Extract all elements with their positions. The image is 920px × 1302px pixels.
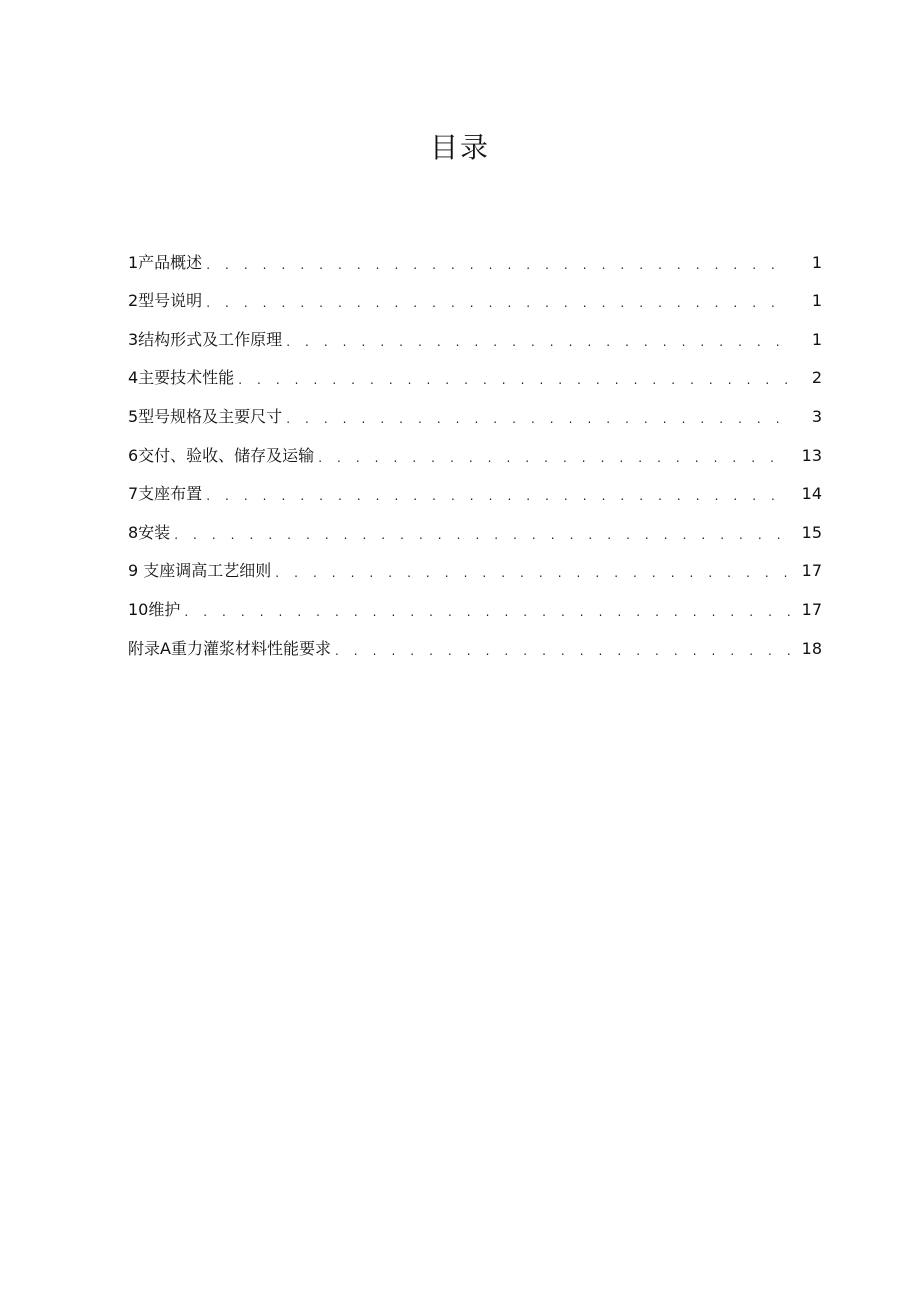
toc-page-number: 3 bbox=[811, 406, 822, 426]
toc-dot-leader bbox=[238, 363, 790, 397]
toc-dot-leader bbox=[275, 556, 790, 590]
toc-dot-leader bbox=[184, 595, 790, 629]
toc-dot-leader bbox=[335, 634, 790, 668]
toc-page-number: 17 bbox=[801, 561, 822, 581]
toc-entry-label: 5型号规格及主要尺寸 bbox=[128, 406, 283, 426]
toc-dot-leader bbox=[286, 402, 790, 436]
toc-page-number: 14 bbox=[801, 484, 822, 504]
toc-page-number: 1 bbox=[811, 291, 822, 311]
toc-entry-6[interactable] bbox=[128, 436, 822, 475]
toc-page-number: 13 bbox=[801, 445, 822, 465]
toc-entry-7[interactable] bbox=[128, 475, 822, 514]
toc-entry-label: 附录A重力灌浆材料性能要求 bbox=[128, 638, 331, 658]
toc-page-number: 1 bbox=[811, 329, 822, 349]
toc-entry-3[interactable] bbox=[128, 320, 822, 359]
toc-entry-appendix-a[interactable] bbox=[128, 629, 822, 668]
toc-dot-leader bbox=[206, 479, 790, 513]
toc-page-number: 2 bbox=[811, 368, 822, 388]
toc-entry-5[interactable] bbox=[128, 397, 822, 436]
page-title: 目录 bbox=[429, 131, 490, 164]
toc-page-number: 17 bbox=[801, 599, 822, 619]
toc-page-number: 15 bbox=[801, 522, 822, 542]
toc-dot-leader bbox=[206, 248, 790, 282]
table-of-contents bbox=[128, 243, 822, 668]
toc-entry-label: 2型号说明 bbox=[128, 291, 203, 311]
toc-entry-label: 6交付、验收、储存及运输 bbox=[128, 445, 315, 465]
toc-entry-1[interactable] bbox=[128, 243, 822, 282]
toc-entry-10[interactable] bbox=[128, 590, 822, 629]
toc-entry-label: 8安装 bbox=[128, 522, 171, 542]
toc-entry-label: 1产品概述 bbox=[128, 252, 203, 272]
toc-page-number: 1 bbox=[811, 252, 822, 272]
toc-entry-label: 4主要技术性能 bbox=[128, 368, 235, 388]
toc-dot-leader bbox=[206, 286, 790, 320]
toc-entry-2[interactable] bbox=[128, 282, 822, 321]
toc-dot-leader bbox=[286, 325, 790, 359]
toc-dot-leader bbox=[318, 441, 790, 475]
toc-entry-8[interactable] bbox=[128, 513, 822, 552]
toc-entry-label: 10维护 bbox=[128, 599, 181, 619]
toc-entry-label: 3结构形式及工作原理 bbox=[128, 329, 283, 349]
toc-entry-9[interactable] bbox=[128, 552, 822, 591]
toc-entry-label: 9 支座调高工艺细则 bbox=[128, 561, 272, 581]
toc-entry-label: 7支座布置 bbox=[128, 484, 203, 504]
toc-dot-leader bbox=[174, 518, 790, 552]
toc-page-number: 18 bbox=[801, 638, 822, 658]
toc-entry-4[interactable] bbox=[128, 359, 822, 398]
